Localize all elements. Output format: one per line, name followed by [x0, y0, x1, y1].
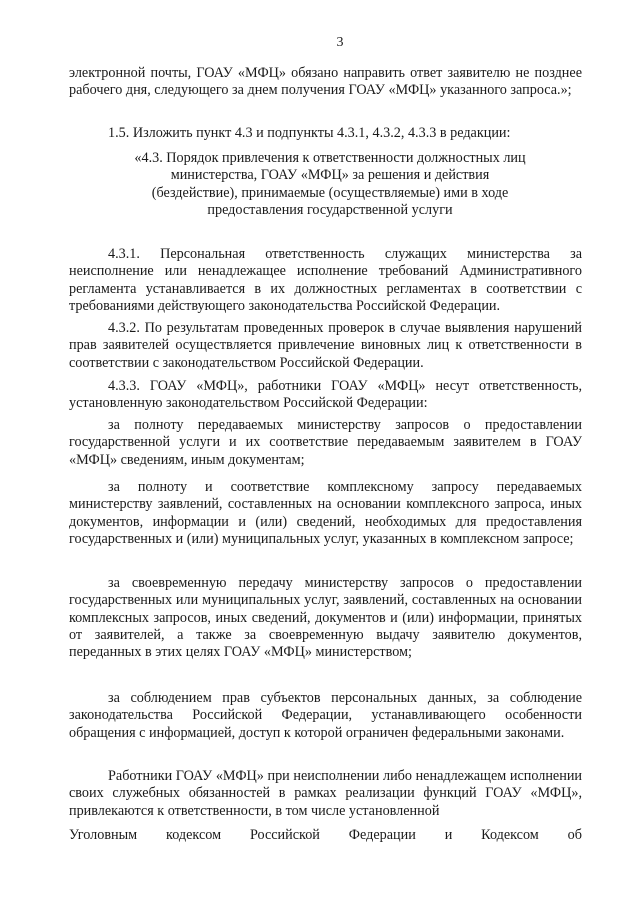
paragraph-4-3-2: 4.3.2. По результатам проведенных проверок в случае выявления нарушений прав заявителей осуществляется привлечение виновных лиц к ответственности в соответствии с законодательством Российской Федерации.	[69, 320, 582, 371]
page-number: 3	[336, 35, 344, 50]
intro-paragraph: электронной почты, ГОАУ «МФЦ» обязано направить ответ заявителю не позднее рабочего дня, следующего за днем получения ГОАУ «МФЦ» указанного запроса.»;	[69, 65, 582, 99]
list-item: за своевременную передачу министерству запросов о предоставлении государственных или муниципальных услуг, заявлений, составленных на основании комплексных запросов, иных сведений, документов и (или) информации, принятых от заявителей, а также за своевременную выдачу заявителю документов, переданных в этих целях ГОАУ «МФЦ» министерством;	[69, 575, 582, 661]
section-heading: «4.3. Порядок привлечения к ответственности должностных лиц министерства, ГОАУ «МФЦ» за решения и действия (бездействие), принимаемые (осуществляемые) ими в ходе предоставления государственной услуги	[134, 150, 526, 218]
final-paragraph: Работники ГОАУ «МФЦ» при неисполнении либо ненадлежащем исполнении своих служебных обязанностей в рамках реализации функций ГОАУ «МФЦ», привлекаются к ответственности, в том числе установленной	[69, 768, 582, 819]
list-item: за соблюдением прав субъектов персональных данных, за соблюдение законодательства Российской Федерации, устанавливающего особенности обращения с информацией, доступ к которой ограничен федеральными законами.	[69, 690, 582, 741]
amendment-line: 1.5. Изложить пункт 4.3 и подпункты 4.3.1, 4.3.2, 4.3.3 в редакции:	[108, 125, 511, 141]
list-item: за полноту передаваемых министерству запросов о предоставлении государственной услуги и их соответствие передаваемым заявителем в ГОАУ «МФЦ» сведениям, иным документам;	[69, 417, 582, 468]
final-paragraph-last-line: Уголовным кодексом Российской Федерации и Кодексом об	[69, 827, 582, 843]
list-item: за полноту и соответствие комплексному запросу передаваемых министерству заявлений, составленных на основании комплексного запроса, иных документов, информации и (или) сведений, необходимых для предоставления государственных и (или) муниципальных услуг, указанных в комплексном запросе;	[69, 479, 582, 547]
paragraph-4-3-1: 4.3.1. Персональная ответственность служащих министерства за неисполнение или ненадлежащее исполнение требований Административного регламента устанавливается в их должностных регламентах в соответствии с требованиями действующего законодательства Российской Федерации.	[69, 246, 582, 314]
paragraph-4-3-3: 4.3.3. ГОАУ «МФЦ», работники ГОАУ «МФЦ» несут ответственность, установленную законодательством Российской Федерации:	[69, 378, 582, 412]
